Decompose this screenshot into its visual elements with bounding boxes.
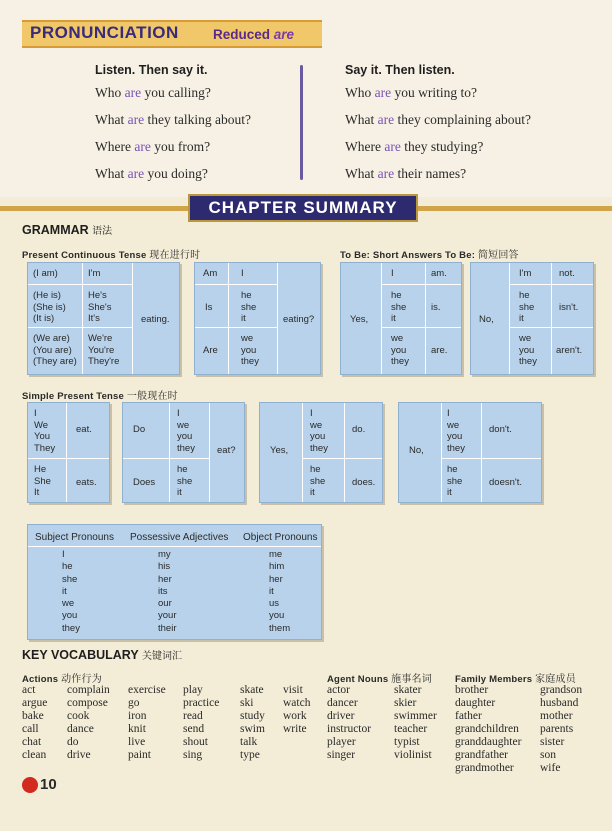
cell: I [391,268,394,279]
cell: I We You They [34,408,56,454]
family-members-column: brother daughter father grandchildren granddaughter grandfather grandmother [455,684,522,774]
agent-nouns-column: skater skier swimmer teacher typist violinist [394,684,437,761]
cell: is. [431,302,441,313]
actions-column: exercise go iron knit live paint [128,684,166,761]
cell: we you they [241,333,259,367]
cell: I he she it we you they [62,549,80,634]
cell: Does [133,477,156,488]
pron-line: Where are you from? [95,139,211,154]
pron-line: Who are you writing to? [345,85,477,100]
pronunciation-title: PRONUNCIATION [30,23,179,42]
object-pronouns-header: Object Pronouns [243,532,318,543]
grammar-heading: GRAMMAR 语法 [22,223,113,237]
cell: eating. [141,314,170,325]
cell: I we you they [310,408,328,454]
cell: he she it [177,464,193,498]
pronouns-table [27,524,322,640]
cell: We're You're They're [88,333,120,367]
cell: eat? [217,445,236,456]
simple-present-no-table [398,402,542,503]
cell: Are [203,345,218,356]
cell: he she it [310,464,326,498]
say-heading: Say it. Then listen. [345,63,455,77]
column-divider [300,65,303,180]
cell: Do [133,424,146,435]
cell: he she it [447,464,463,498]
agent-nouns-label: Agent Nouns 施事名词 [327,674,432,685]
simple-present-affirmative-table [27,402,110,503]
cell: am. [431,268,447,279]
pron-line: What are they complaining about? [345,112,531,127]
cell: eat. [76,424,92,435]
cell: we you they [519,333,537,367]
family-members-label: Family Members 家庭成员 [455,674,576,685]
cell: me him her it us you them [269,549,291,634]
cell: my his her its our your their [158,549,177,634]
cell: No, [479,314,494,325]
pron-line: What are you doing? [95,166,208,181]
simple-present-question-table [122,402,245,503]
cell: not. [559,268,575,279]
cell: I'm [88,268,101,279]
cell: we you they [391,333,409,367]
pron-line: Who are you calling? [95,85,211,100]
cell: (He is) (She is) (It is) [33,290,66,324]
present-continuous-affirmative-table [27,262,180,375]
page-marker-dot [22,777,38,793]
cell: Yes, [350,314,369,325]
actions-column: play practice read send shout sing [183,684,220,761]
actions-column: act argue bake call chat clean [22,684,48,761]
chapter-summary-banner: CHAPTER SUMMARY [188,194,418,222]
actions-label: Actions 动作行为 [22,674,102,685]
cell: eating? [283,314,315,325]
pron-line: Where are they studying? [345,139,484,154]
pron-line: What are they talking about? [95,112,251,127]
simple-present-yes-table [259,402,383,503]
banner-rule [418,206,612,211]
cell: he she it [241,290,257,324]
cell: He She It [34,464,51,498]
short-answer-yes-table [340,262,462,375]
family-members-column: grandson husband mother parents sister son wife [540,684,583,774]
cell: Yes, [270,445,289,456]
simple-present-label: Simple Present Tense 一般现在时 [22,391,178,402]
cell: are. [431,345,448,356]
actions-column: skate ski study swim talk type [240,684,265,761]
possessive-adjectives-header: Possessive Adjectives [130,532,229,543]
cell: I [241,268,244,279]
subject-pronouns-header: Subject Pronouns [35,532,114,543]
cell: Is [205,302,213,313]
page-number: 10 [40,776,57,793]
cell: do. [352,424,366,435]
cell: I'm [519,268,532,279]
cell: I we you they [447,408,465,454]
cell: No, [409,445,424,456]
pronunciation-subtitle: Reduced are [213,27,295,42]
pron-line: What are their names? [345,166,467,181]
agent-nouns-column: actor dancer driver instructor player singer [327,684,372,761]
short-answer-no-table [470,262,594,375]
key-vocabulary-heading: KEY VOCABULARY 关键词汇 [22,648,182,662]
cell: Am [203,268,218,279]
cell: don't. [489,424,512,435]
cell: doesn't. [489,477,522,488]
cell: (We are) (You are) (They are) [33,333,77,367]
cell: he she it [519,290,535,324]
cell: (I am) [33,268,58,279]
cell: I we you they [177,408,195,454]
cell: eats. [76,477,97,488]
present-continuous-label: Present Continuous Tense 现在进行时 [22,250,201,261]
actions-column: complain compose cook dance do drive [67,684,110,761]
present-continuous-question-table [194,262,321,375]
banner-rule [0,206,188,211]
listen-heading: Listen. Then say it. [95,63,208,77]
cell: isn't. [559,302,579,313]
cell: He's She's It's [88,290,112,324]
actions-column: visit watch work write [283,684,311,735]
short-answers-label: To Be: Short Answers To Be: 简短回答 [340,250,519,261]
cell: aren't. [556,345,583,356]
cell: he she it [391,290,407,324]
cell: does. [352,477,376,488]
